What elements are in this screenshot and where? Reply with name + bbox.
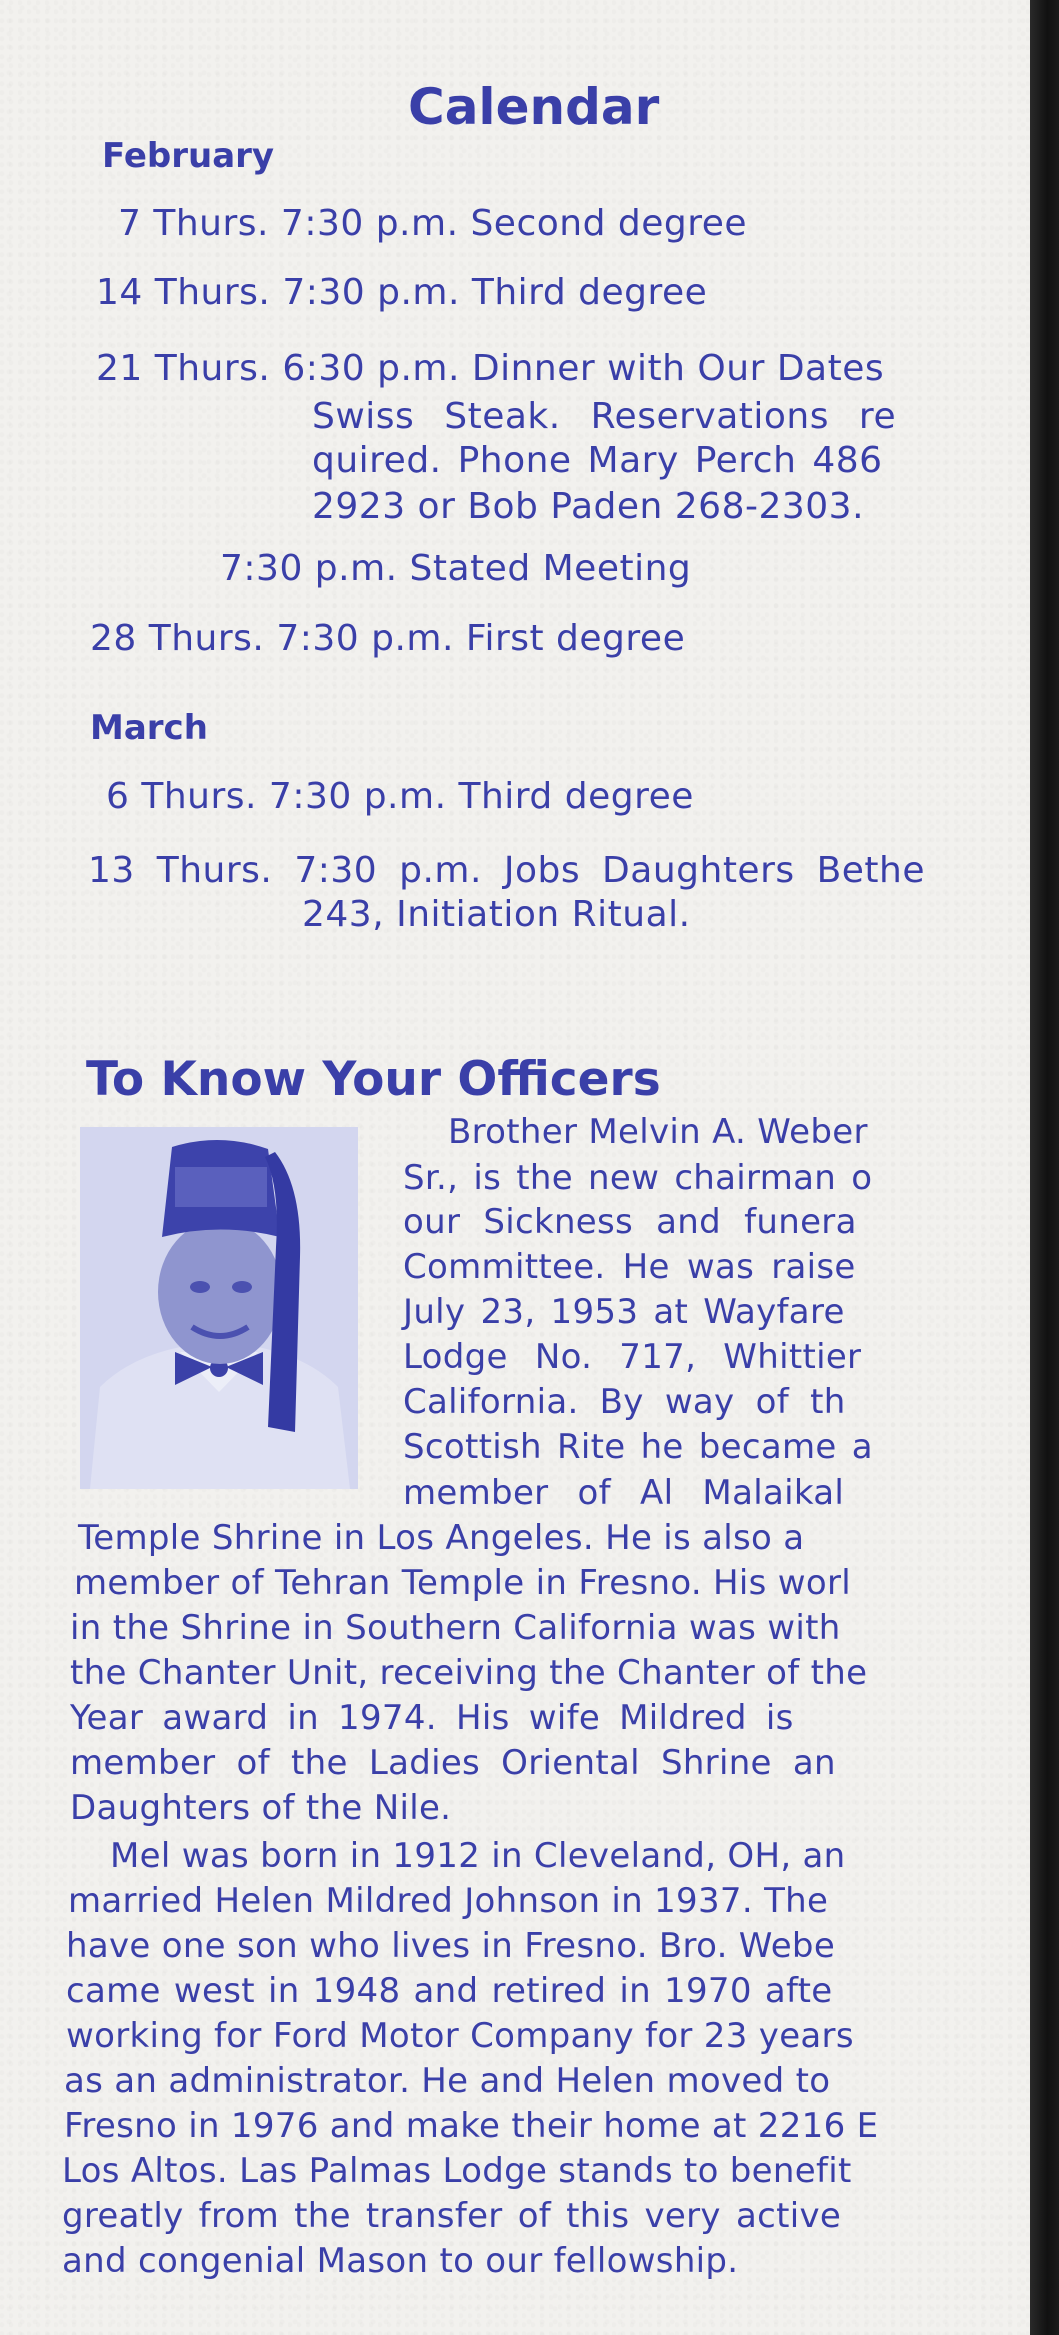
month-march: March — [90, 708, 208, 748]
calendar-entry: 7 Thurs. 7:30 p.m. Second degree — [118, 203, 748, 244]
bio-line: and congenial Mason to our fellowship. — [62, 2241, 739, 2281]
bio-line: California. By way of th — [403, 1382, 846, 1422]
bio-line: Lodge No. 717, Whittier — [403, 1337, 862, 1377]
officer-portrait-photo — [80, 1127, 358, 1489]
bio-line: Brother Melvin A. Weber — [448, 1112, 868, 1152]
calendar-entry-continuation: quired. Phone Mary Perch 486 — [312, 440, 883, 481]
bio-line: Year award in 1974. His wife Mildred is — [70, 1698, 794, 1738]
calendar-entry: 6 Thurs. 7:30 p.m. Third degree — [106, 776, 694, 817]
month-february: February — [102, 136, 275, 176]
bio-line: Fresno in 1976 and make their home at 2216 E — [64, 2106, 879, 2146]
bio-line: Temple Shrine in Los Angeles. He is also a — [78, 1518, 805, 1558]
calendar-entry-continuation: 2923 or Bob Paden 268-2303. — [312, 486, 865, 527]
bio-line: came west in 1948 and retired in 1970 afte — [66, 1971, 833, 2011]
calendar-entry: 7:30 p.m. Stated Meeting — [220, 548, 692, 589]
bio-line: working for Ford Motor Company for 23 years — [66, 2016, 854, 2056]
bio-line: the Chanter Unit, receiving the Chanter of the — [70, 1653, 868, 1693]
calendar-entry: 13 Thurs. 7:30 p.m. Jobs Daughters Bethe — [88, 850, 926, 891]
bio-line: in the Shrine in Southern California was with — [70, 1608, 841, 1648]
bio-line: member of Tehran Temple in Fresno. His worl — [74, 1563, 852, 1603]
bio-line: Committee. He was raise — [403, 1247, 856, 1287]
calendar-title: Calendar — [408, 78, 660, 136]
bio-line: July 23, 1953 at Wayfare — [403, 1292, 845, 1332]
bio-line: Scottish Rite he became a — [403, 1427, 873, 1467]
bio-line: Sr., is the new chairman o — [403, 1158, 873, 1198]
calendar-entry: 14 Thurs. 7:30 p.m. Third degree — [96, 272, 708, 313]
calendar-entry: 28 Thurs. 7:30 p.m. First degree — [90, 618, 686, 659]
bio-line: as an administrator. He and Helen moved to — [64, 2061, 831, 2101]
bio-line: member of Al Malaikal — [403, 1473, 845, 1513]
bio-line: have one son who lives in Fresno. Bro. Webe — [66, 1926, 836, 1966]
calendar-entry-continuation: 243, Initiation Ritual. — [302, 894, 691, 935]
bio-line: married Helen Mildred Johnson in 1937. The — [68, 1881, 829, 1921]
page-edge-shadow — [1030, 0, 1059, 2335]
bio-line: Los Altos. Las Palmas Lodge stands to benefit — [62, 2151, 852, 2191]
bio-line: greatly from the transfer of this very active — [62, 2196, 842, 2236]
calendar-entry: 21 Thurs. 6:30 p.m. Dinner with Our Dates — [96, 348, 885, 389]
bio-line: our Sickness and funera — [403, 1202, 857, 1242]
calendar-entry-continuation: Swiss Steak. Reservations re — [312, 396, 897, 437]
bio-line: member of the Ladies Oriental Shrine an — [70, 1743, 836, 1783]
bio-line: Daughters of the Nile. — [70, 1788, 452, 1828]
officers-title: To Know Your Officers — [86, 1052, 661, 1107]
bio-line: Mel was born in 1912 in Cleveland, OH, an — [110, 1836, 846, 1876]
